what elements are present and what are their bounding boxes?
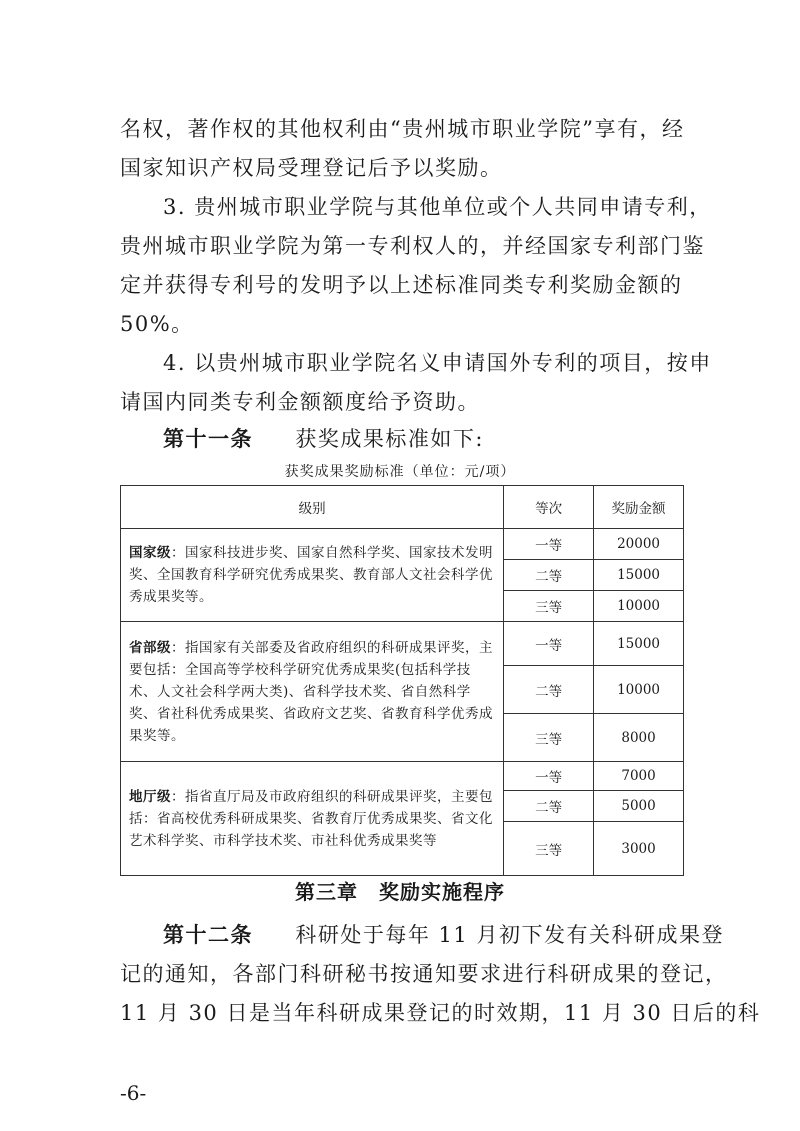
page-number: -6- xyxy=(120,1081,147,1105)
table-row xyxy=(121,529,684,560)
award-standards-table xyxy=(120,485,684,876)
paragraph-line: 11 月 30 日是当年科研成果登记的时效期，11 月 30 日后的科 xyxy=(120,1001,761,1025)
amount-cell: 10000 xyxy=(594,591,684,622)
article-12 xyxy=(163,923,724,947)
amount-cell: 8000 xyxy=(594,714,684,762)
paragraph-line: 贵州城市职业学院为第一专利权人的，并经国家专利部门鉴 xyxy=(120,234,705,258)
article-12-heading: 第十二条 xyxy=(163,923,253,947)
grade-cell: 三等 xyxy=(504,714,594,762)
paragraph-line: 请国内同类专利金额额度给予资助。 xyxy=(120,390,480,414)
level-name: 省部级 xyxy=(129,639,171,656)
amount-cell: 15000 xyxy=(594,622,684,666)
paragraph-line: 3. 贵州城市职业学院与其他单位或个人共同申请专利， xyxy=(163,195,712,219)
article-12-text: 科研处于每年 11 月初下发有关科研成果登 xyxy=(295,923,724,947)
level-description-prefectural: 地厅级：指省直厅局及市政府组织的科研成果评奖，主要包括：省高校优秀科研成果奖、省教育厅优秀成果奖、省文化艺术科学奖、市科学技术奖、市社科优秀成果奖等 xyxy=(121,762,504,876)
table-header-row xyxy=(121,486,684,529)
article-11-text: 获奖成果标准如下: xyxy=(295,427,484,451)
level-description-provincial: 省部级：指国家有关部委及省政府组织的科研成果评奖，主要包括：全国高等学校科学研究优秀成果奖(包括科学技术、人文社会科学两大类)、省科学技术奖、省自然科学奖、省社科优秀成果奖、省政府文艺奖、省教育科学优秀成果奖等。 xyxy=(121,622,504,762)
grade-cell: 三等 xyxy=(504,822,594,876)
grade-cell: 二等 xyxy=(504,560,594,591)
header-level: 级别 xyxy=(121,486,504,529)
level-name: 国家级 xyxy=(129,545,171,561)
grade-cell: 三等 xyxy=(504,591,594,622)
level-description-national: 国家级：国家科技进步奖、国家自然科学奖、国家技术发明奖、全国教育科学研究优秀成果奖、教育部人文社会科学优秀成果奖等。 xyxy=(121,529,504,622)
grade-cell: 一等 xyxy=(504,529,594,560)
paragraph-line: 名权，著作权的其他权利由“贵州城市职业学院”享有，经 xyxy=(120,117,685,141)
amount-cell: 5000 xyxy=(594,791,684,822)
article-11-heading: 第十一条 xyxy=(163,427,253,451)
paragraph-line: 定并获得专利号的发明予以上述标准同类专利奖励金额的 xyxy=(120,273,683,297)
article-11 xyxy=(163,429,680,450)
amount-cell: 20000 xyxy=(594,529,684,560)
table-caption: 获奖成果奖励标准（单位：元/项） xyxy=(284,464,516,480)
amount-cell: 7000 xyxy=(594,762,684,791)
header-amount: 奖励金额 xyxy=(594,486,684,529)
grade-cell: 二等 xyxy=(504,666,594,714)
table-row xyxy=(121,622,684,666)
level-name: 地厅级 xyxy=(129,788,171,805)
paragraph-line: 50%。 xyxy=(120,312,194,336)
table-row xyxy=(121,762,684,791)
grade-cell: 二等 xyxy=(504,791,594,822)
amount-cell: 3000 xyxy=(594,822,684,876)
chapter-heading: 第三章 奖励实施程序 xyxy=(295,880,505,904)
amount-cell: 15000 xyxy=(594,560,684,591)
paragraph-line: 4. 以贵州城市职业学院名义申请国外专利的项目，按申 xyxy=(163,351,712,375)
amount-cell: 10000 xyxy=(594,666,684,714)
paragraph-line: 记的通知，各部门科研秘书按通知要求进行科研成果的登记， xyxy=(120,962,728,986)
header-grade: 等次 xyxy=(504,486,594,529)
grade-cell: 一等 xyxy=(504,762,594,791)
grade-cell: 一等 xyxy=(504,622,594,666)
paragraph-line: 国家知识产权局受理登记后予以奖励。 xyxy=(120,156,503,180)
